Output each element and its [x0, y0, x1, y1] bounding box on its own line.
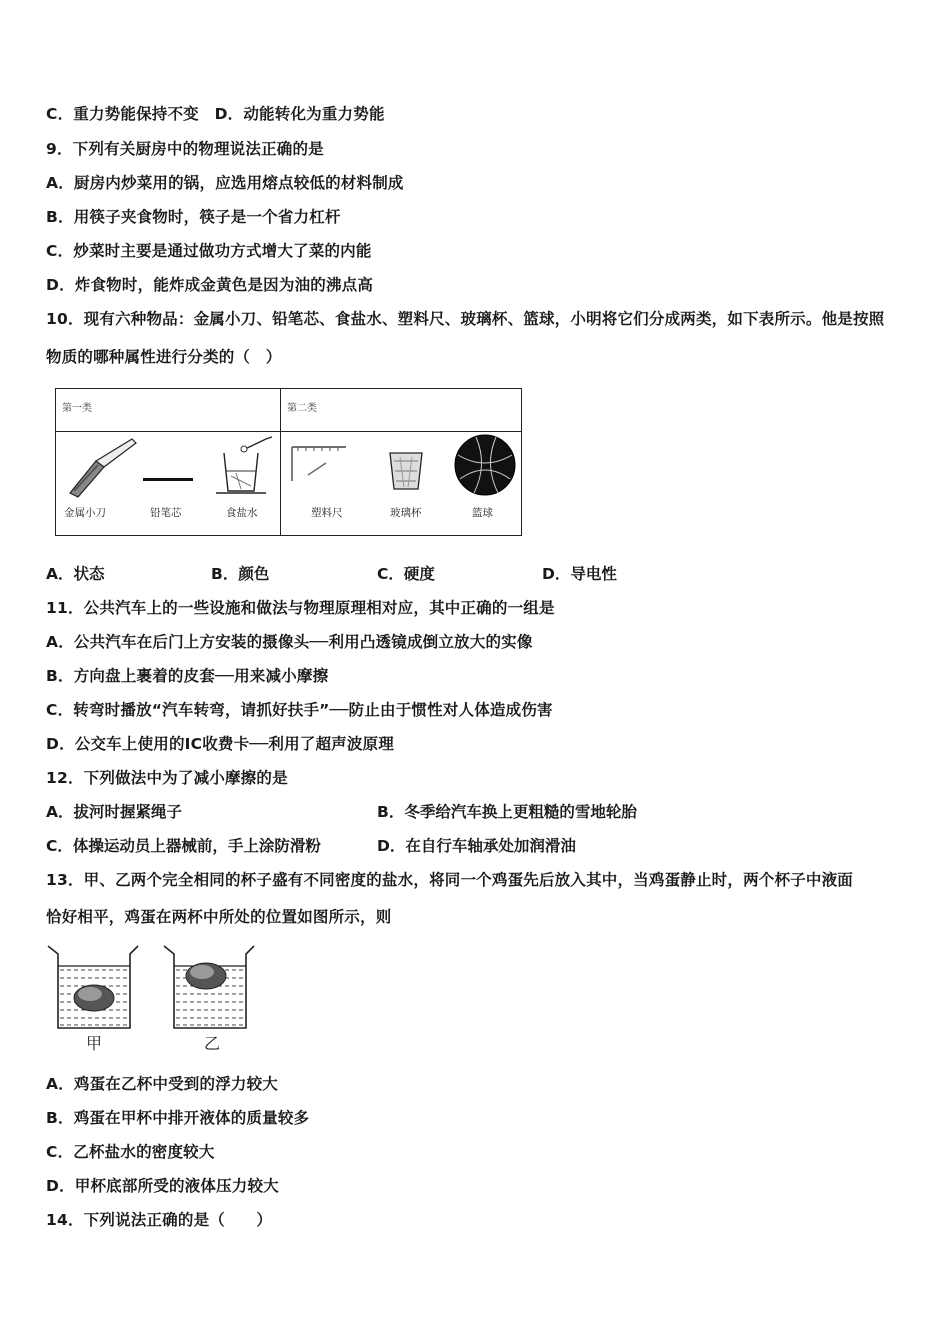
q12-option-c: C．体操运动员上器械前，手上涂防滑粉 — [46, 837, 321, 855]
q11-option-d: D．公交车上使用的IC收费卡──利用了超声波原理 — [46, 735, 394, 753]
q10-option-c: C．硬度 — [377, 565, 435, 583]
knife-icon — [70, 439, 136, 497]
beaker-label-jia: 甲 — [86, 1034, 103, 1053]
table-header-class2: 第二类 — [287, 403, 317, 414]
beaker-label-yi: 乙 — [204, 1034, 221, 1053]
q11-stem: 11．公共汽车上的一些设施和做法与物理原理相对应，其中正确的一组是 — [46, 599, 555, 617]
q14-stem: 14．下列说法正确的是（ ） — [46, 1211, 273, 1229]
beakers-figure — [40, 940, 270, 1055]
q10-option-b: B．颜色 — [211, 565, 270, 583]
q10-stem-line2: 物质的哪种属性进行分类的（ ） — [46, 348, 282, 366]
q9-option-b: B．用筷子夹食物时，筷子是一个省力杠杆 — [46, 208, 341, 226]
q13-option-c: C．乙杯盐水的密度较大 — [46, 1143, 215, 1161]
q11-option-c: C．转弯时播放“汽车转弯，请抓好扶手”──防止由于惯性对人体造成伤害 — [46, 701, 553, 719]
q10-option-d: D．导电性 — [542, 565, 617, 583]
q11-option-b: B．方向盘上裹着的皮套──用来减小摩擦 — [46, 667, 329, 685]
item-caption-basketball: 篮球 — [472, 507, 493, 519]
item-caption-glass-cup: 玻璃杯 — [390, 507, 422, 519]
q12-option-d: D．在自行车轴承处加润滑油 — [377, 837, 576, 855]
item-caption-knife: 金属小刀 — [64, 507, 106, 519]
beakers-illustration — [40, 940, 270, 1032]
item-caption-plastic-ruler: 塑料尺 — [311, 507, 343, 519]
q10-option-a: A．状态 — [46, 565, 105, 583]
q10-stem-line1: 10．现有六种物品：金属小刀、铅笔芯、食盐水、塑料尺、玻璃杯、篮球，小明将它们分成两类，如下表所示。他是按照 — [46, 310, 885, 328]
item-caption-pencil-lead: 铅笔芯 — [150, 507, 182, 519]
salt-water-glass-icon — [216, 437, 272, 493]
q13-stem-line1: 13．甲、乙两个完全相同的杯子盛有不同密度的盐水，将同一个鸡蛋先后放入其中，当鸡蛋静止时，两个杯子中液面 — [46, 871, 853, 889]
table-items-illustrations — [56, 431, 520, 503]
item-caption-salt-water: 食盐水 — [226, 507, 258, 519]
beaker-jia-icon — [48, 946, 138, 1028]
classification-table — [55, 388, 522, 536]
basketball-icon — [455, 435, 515, 495]
beaker-yi-icon — [164, 946, 254, 1028]
q13-option-a: A．鸡蛋在乙杯中受到的浮力较大 — [46, 1075, 278, 1093]
q9-option-c: C．炒菜时主要是通过做功方式增大了菜的内能 — [46, 242, 372, 260]
q12-option-b: B．冬季给汽车换上更粗糙的雪地轮胎 — [377, 803, 637, 821]
q11-option-a: A．公共汽车在后门上方安装的摄像头──利用凸透镜成倒立放大的实像 — [46, 633, 533, 651]
q9-stem: 9．下列有关厨房中的物理说法正确的是 — [46, 140, 324, 158]
glass-cup-icon — [390, 453, 422, 489]
q12-stem: 12．下列做法中为了减小摩擦的是 — [46, 769, 288, 787]
q8-options-cd: C．重力势能保持不变 D．动能转化为重力势能 — [46, 105, 385, 123]
q9-option-d: D．炸食物时，能炸成金黄色是因为油的沸点高 — [46, 276, 374, 294]
table-header-class1: 第一类 — [62, 403, 92, 414]
q12-option-a: A．拔河时握紧绳子 — [46, 803, 182, 821]
pencil-lead-icon — [143, 478, 193, 481]
q13-option-d: D．甲杯底部所受的液体压力较大 — [46, 1177, 279, 1195]
plastic-ruler-icon — [292, 447, 346, 481]
q9-option-a: A．厨房内炒菜用的锅，应选用熔点较低的材料制成 — [46, 174, 404, 192]
q13-option-b: B．鸡蛋在甲杯中排开液体的质量较多 — [46, 1109, 310, 1127]
q13-stem-line2: 恰好相平，鸡蛋在两杯中所处的位置如图所示，则 — [46, 908, 392, 926]
